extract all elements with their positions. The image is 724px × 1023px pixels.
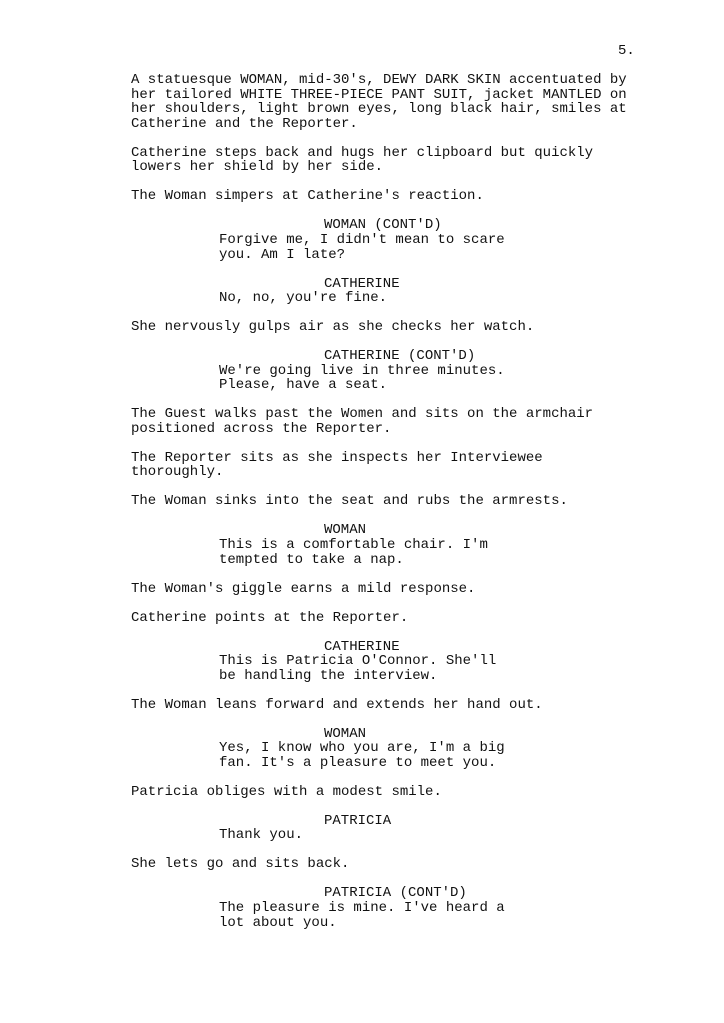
- action-line: Patricia obliges with a modest smile.: [131, 783, 442, 800]
- action-line: Catherine points at the Reporter.: [131, 609, 409, 626]
- action-line: The Reporter sits as she inspects her Interviewee thoroughly.: [131, 449, 543, 481]
- dialogue-line: The pleasure is mine. I've heard a lot about you.: [219, 899, 505, 931]
- dialogue-line: No, no, you're fine.: [219, 290, 388, 307]
- character-cue: CATHERINE: [324, 638, 400, 655]
- character-cue: WOMAN (CONT'D): [324, 217, 442, 234]
- dialogue-line: Forgive me, I didn't mean to scare you. Am I late?: [219, 231, 505, 263]
- character-cue: CATHERINE (CONT'D): [324, 348, 476, 365]
- dialogue-line: We're going live in three minutes. Please, have a seat.: [219, 362, 505, 394]
- character-cue: PATRICIA (CONT'D): [324, 885, 467, 902]
- action-line: A statuesque WOMAN, mid-30's, DEWY DARK SKIN accentuated by her tailored WHITE THREE-PIECE PANT SUIT, jacket MANTLED on her shoulders, light brown eyes, long black hair, smiles at Catherine and the Reporter.: [131, 72, 627, 132]
- action-line: The Woman simpers at Catherine's reaction.: [131, 188, 484, 205]
- action-line: The Guest walks past the Women and sits on the armchair positioned across the Reporter.: [131, 406, 594, 437]
- dialogue-line: This is a comfortable chair. I'm tempted to take a nap.: [219, 536, 488, 568]
- action-line: Catherine steps back and hugs her clipboard but quickly lowers her shield by her side.: [131, 144, 594, 176]
- character-cue: CATHERINE: [324, 275, 400, 292]
- dialogue-line: Thank you.: [219, 827, 304, 844]
- dialogue-line: This is Patricia O'Connor. She'll be handling the interview.: [219, 653, 497, 684]
- action-line: The Woman leans forward and extends her hand out.: [131, 696, 543, 713]
- script-body: [131, 73, 671, 945]
- action-line: She nervously gulps air as she checks her watch.: [131, 319, 535, 336]
- action-line: The Woman's giggle earns a mild response.: [131, 580, 476, 597]
- action-line: She lets go and sits back.: [131, 856, 350, 873]
- character-cue: PATRICIA: [324, 812, 392, 829]
- character-cue: WOMAN: [324, 522, 367, 539]
- character-cue: WOMAN: [324, 725, 367, 742]
- dialogue-line: Yes, I know who you are, I'm a big fan. It's a pleasure to meet you.: [219, 740, 505, 771]
- action-line: The Woman sinks into the seat and rubs the armrests.: [131, 493, 568, 510]
- page-number: 5.: [618, 43, 635, 59]
